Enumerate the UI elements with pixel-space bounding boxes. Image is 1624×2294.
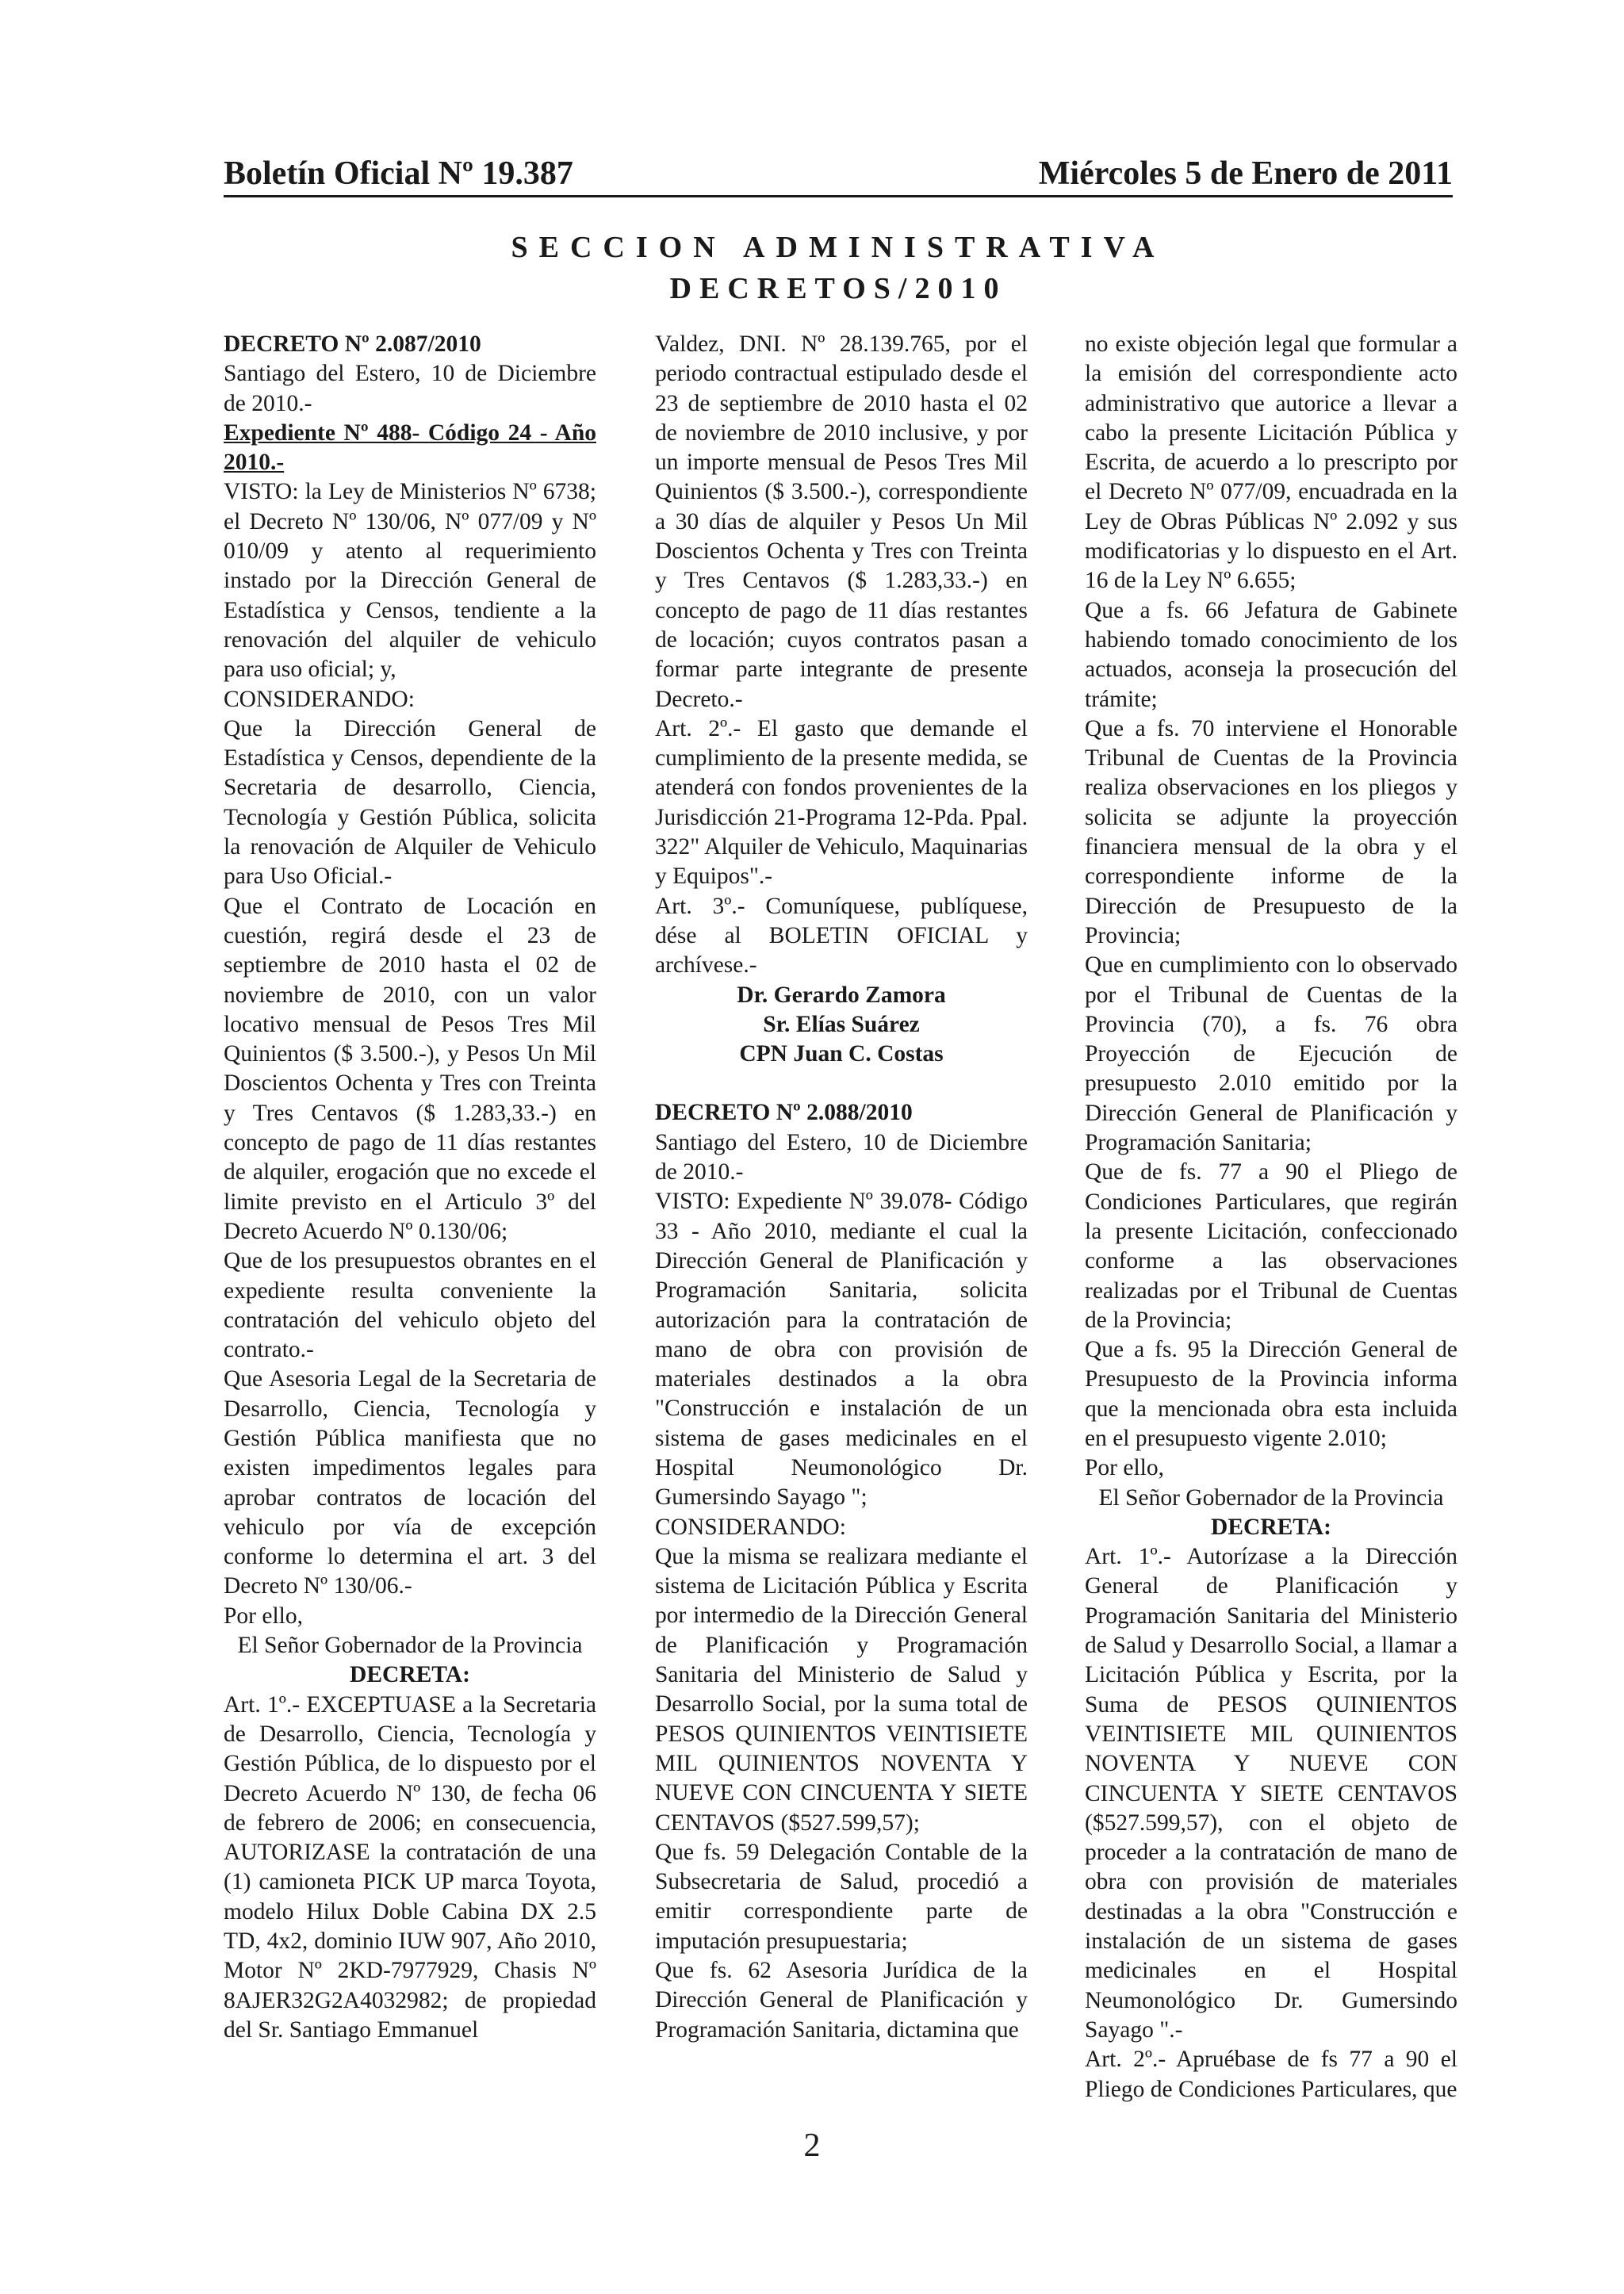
decreta-heading: DECRETA: — [350, 1662, 470, 1688]
signatory-1: Dr. Gerardo Zamora — [737, 982, 946, 1008]
considerando-heading: CONSIDERANDO: — [655, 1514, 846, 1540]
governor-line: El Señor Gobernador de la Provincia — [237, 1633, 583, 1659]
considerando-heading: CONSIDERANDO: — [224, 686, 415, 712]
section-title — [224, 227, 1453, 309]
bulletin-title: Boletín Oficial Nº 19.387 — [224, 155, 573, 192]
column-2 — [655, 330, 1028, 2045]
article-1: Art. 1º.- Autorízase a la Dirección General de Planificación y Programación Sanitaria del Ministerio de Salud y Desarrollo Social, a llamar a Licitación Pública y Escrita, por la Suma de PESOS QUINIENTOS VEINTISIETE MIL QUINIENTOS NOVENTA Y NUEVE CON CINCUENTA Y SIETE CENTAVOS ($527.599,57), con el objeto de proceder a la contratación de mano de obra con provisión de materiales destinadas a la obra "Construcción e instalación de un sistema de gases medicinales en el Hospital Neumonológico Dr. Gumersindo Sayago ".- — [1085, 1544, 1457, 2043]
expediente: Expediente Nº 488- Código 24 - Año 2010.- — [224, 419, 596, 476]
paragraph: Que Asesoria Legal de la Secretaria de Desarrollo, Ciencia, Tecnología y Gestión Pública manifiesta que no existen impedimentos legales para aprobar contratos de locación del vehiculo por vía de excepción conforme lo determina el art. 3 del Decreto Nº 130/06.- — [224, 1366, 596, 1599]
por-ello: Por ello, — [224, 1603, 303, 1629]
page-header — [224, 155, 1453, 197]
paragraph: Que la misma se realizara mediante el sistema de Licitación Pública y Escrita por intermedio de la Dirección General de Planificación y Programación Sanitaria del Ministerio de Salud y Desarrollo Social, por la suma total de PESOS QUINIENTOS VEINTISIETE MIL QUINIENTOS NOVENTA Y NUEVE CON CINCUENTA Y SIETE CENTAVOS ($527.599,57); — [655, 1543, 1028, 1836]
paragraph: Que fs. 59 Delegación Contable de la Subsecretaria de Salud, procedió a emitir correspondiente parte de imputación presupuestaria; — [655, 1839, 1028, 1954]
decree-number: DECRETO Nº 2.088/2010 — [655, 1100, 913, 1126]
section-subheading: DECRETOS/2010 — [669, 272, 1007, 305]
paragraph: Que de fs. 77 a 90 el Pliego de Condiciones Particulares, que regirán la presente Licitación, confeccionado conforme a las observaciones realizadas por el Tribunal de Cuentas de la Provincia; — [1085, 1159, 1457, 1333]
paragraph: Valdez, DNI. Nº 28.139.765, por el periodo contractual estipulado desde el 23 de septiembre de 2010 hasta el 02 de noviembre de 2010 inclusive, y por un importe mensual de Pesos Tres Mil Quinientos ($ 3.500.-), correspondiente a 30 días de alquiler y Pesos Un Mil Doscientos Ochenta y Tres con Treinta y Tres Centavos ($ 1.283,33.-) en concepto de pago de 11 días restantes de locación; cuyos contratos pasan a formar parte integrante de presente Decreto.- — [655, 331, 1028, 712]
article-2: Art. 2º.- Apruébase de fs 77 a 90 el Pliego de Condiciones Particulares, que — [1085, 2047, 1457, 2102]
paragraph: Que a fs. 95 la Dirección General de Presupuesto de la Provincia informa que la mencionada obra esta incluida en el presupuesto vigente 2.010; — [1085, 1337, 1457, 1451]
decree-date: Santiago del Estero, 10 de Diciembre de 2010.- — [655, 1129, 1028, 1185]
paragraph: Que en cumplimiento con lo observado por el Tribunal de Cuentas de la Provincia (70), a fs. 76 obra Proyección de Ejecución de presupuesto 2.010 emitido por la Dirección General de Planificación y Programación Sanitaria; — [1085, 952, 1457, 1156]
signatory-3: CPN Juan C. Costas — [739, 1041, 944, 1067]
article-2: Art. 2º.- El gasto que demande el cumplimiento de la presente medida, se atenderá con fondos provenientes de la Jurisdicción 21-Programa 12-Pda. Ppal. 322" Alquiler de Vehiculo, Maquinarias y Equipos".- — [655, 715, 1028, 890]
column-1 — [224, 330, 596, 2045]
paragraph: Que a fs. 66 Jefatura de Gabinete habiendo tomado conocimiento de los actuados, aconseja la prosecución del trámite; — [1085, 597, 1457, 712]
paragraph: Que de los presupuestos obrantes en el expediente resulta conveniente la contratación del vehiculo objeto del contrato.- — [224, 1248, 596, 1363]
paragraph: Que fs. 62 Asesoria Jurídica de la Dirección General de Planificación y Programación Sanitaria, dictamina que — [655, 1958, 1028, 2043]
column-3 — [1085, 330, 1457, 2104]
visto-paragraph: VISTO: la Ley de Ministerios Nº 6738; el Decreto Nº 130/06, Nº 077/09 y Nº 010/09 y atento al requerimiento instado por la Dirección General de Estadística y Censos, tendiente a la renovación del alquiler de vehiculo para uso oficial; y, — [224, 479, 596, 683]
bulletin-date: Miércoles 5 de Enero de 2011 — [1038, 155, 1453, 192]
decree-date: Santiago del Estero, 10 de Diciembre de 2010.- — [224, 361, 596, 416]
paragraph: Que la Dirección General de Estadística y Censos, dependiente de la Secretaria de desarrollo, Ciencia, Tecnología y Gestión Pública, solicita la renovación de Alquiler de Vehiculo para Uso Oficial.- — [224, 715, 596, 890]
paragraph: Que el Contrato de Locación en cuestión, regirá desde el 23 de septiembre de 2010 hasta el 02 de noviembre de 2010, con un valor locativo mensual de Pesos Tres Mil Quinientos ($ 3.500.-), y Pesos Un Mil Doscientos Ochenta y Tres con Treinta y Tres Centavos ($ 1.283,33.-) en concepto de pago de 11 días restantes de alquiler, erogación que no excede el limite previsto en el Articulo 3º del Decreto Acuerdo Nº 0.130/06; — [224, 893, 596, 1244]
visto-paragraph: VISTO: Expediente Nº 39.078- Código 33 - Año 2010, mediante el cual la Dirección General de Planificación y Programación Sanitaria, solicita autorización para la contratación de mano de obra con provisión de materiales destinados a la obra "Construcción e instalación de un sistema de gases medicinales en el Hospital Neumonológico Dr. Gumersindo Sayago "; — [655, 1189, 1028, 1511]
signatory-2: Sr. Elías Suárez — [763, 1011, 920, 1037]
article-1: Art. 1º.- EXCEPTUASE a la Secretaria de Desarrollo, Ciencia, Tecnología y Gestión Pública, de lo dispuesto por el Decreto Acuerdo Nº 130, de fecha 06 de febrero de 2006; en consecuencia, AUTORIZASE la contratación de una (1) camioneta PICK UP marca Toyota, modelo Hilux Doble Cabina DX 2.5 TD, 4x2, dominio IUW 907, Año 2010, Motor Nº 2KD-7977929, Chasis Nº 8AJER32G2A4032982; de propiedad del Sr. Santiago Emmanuel — [224, 1691, 596, 2043]
governor-line: El Señor Gobernador de la Provincia — [1098, 1484, 1444, 1511]
por-ello: Por ello, — [1085, 1455, 1164, 1481]
paragraph: no existe objeción legal que formular a la emisión del correspondiente acto administrativo que autorice a llevar a cabo la presente Licitación Pública y Escrita, de acuerdo a lo prescripto por el Decreto Nº 077/09, encuadrada en la Ley de Obras Públicas Nº 2.092 y sus modificatorias y lo dispuesto en el Art. 16 de la Ley Nº 6.655; — [1085, 331, 1457, 594]
decree-number: DECRETO Nº 2.087/2010 — [224, 331, 481, 357]
paragraph: Que a fs. 70 interviene el Honorable Tribunal de Cuentas de la Provincia realiza observaciones en los pliegos y solicita se adjunte la proyección financiera mensual de la obra y el correspondiente informe de la Dirección de Presupuesto de la Provincia; — [1085, 715, 1457, 948]
page-number: 2 — [803, 2127, 821, 2164]
decreta-heading: DECRETA: — [1211, 1514, 1331, 1540]
article-3: Art. 3º.- Comuníquese, publíquese, dése al BOLETIN OFICIAL y archívese.- — [655, 893, 1028, 978]
section-heading: SECCION ADMINISTRATIVA — [511, 231, 1166, 264]
spacer — [655, 1069, 1028, 1098]
